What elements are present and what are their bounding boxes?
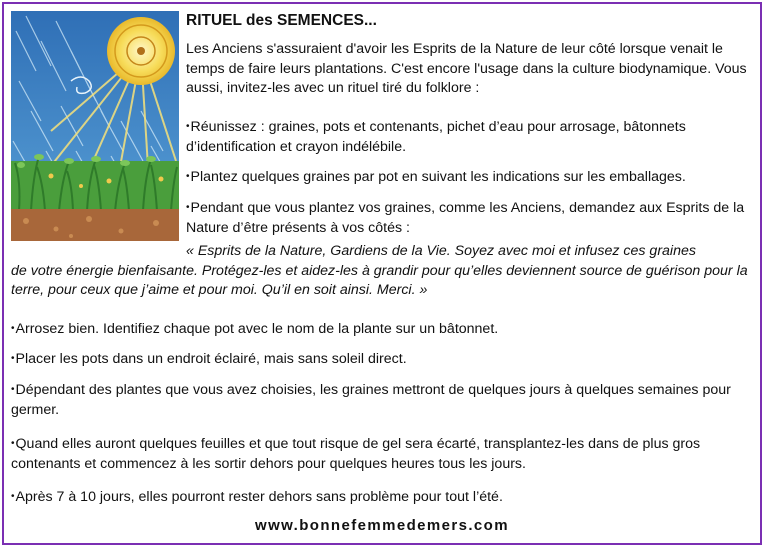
bullet-icon: • [186, 121, 190, 132]
list-item: •Quand elles auront quelques feuilles et que tout risque de gel sera écarté, transplantez-les dans de plus gros contenants et commencez à les sortir dehors pour quelques heures tous les jours. [11, 436, 701, 472]
page-title: RITUEL des SEMENCES... [186, 12, 377, 29]
bullet-icon: • [11, 353, 15, 364]
bullet-icon: • [186, 171, 190, 182]
list-item: •Plantez quelques graines par pot en suivant les indications sur les emballages. [186, 169, 686, 185]
list-item: •Réunissez : graines, pots et contenants, pichet d’eau pour arrosage, bâtonnets d’identification et crayon indélébile. [186, 119, 686, 155]
quote-rest: de votre énergie bienfaisante. Protégez-les et aidez-les à grandir pour qu’elles deviennent source de guérison pour la terre, pour ceux que j’aime et pour moi. Qu’il en soit ainsi. Merci. » [11, 262, 748, 298]
list-item: •Après 7 à 10 jours, elles pourront rester dehors sans problème pour tout l’été. [11, 489, 503, 505]
card-frame [2, 2, 762, 545]
intro-paragraph: Les Anciens s'assuraient d'avoir les Esprits de la Nature de leur côté lorsque venait le temps de faire leurs plantations. C'est encore l'usage dans la culture biodynamique. Vous aussi, invitez-les avec un rituel tiré du folklore : [186, 41, 747, 96]
bullet-icon: • [186, 202, 190, 213]
website-link[interactable]: www.bonnefemmedemers.com [255, 517, 509, 534]
sun-rain-seedlings-painting [11, 11, 179, 241]
list-item: •Pendant que vous plantez vos graines, comme les Anciens, demandez aux Esprits de la Nature d’être présents à vos côtés : [186, 200, 745, 236]
list-item: •Arrosez bien. Identifiez chaque pot avec le nom de la plante sur un bâtonnet. [11, 321, 499, 337]
bullet-icon: • [11, 491, 15, 502]
bullet-icon: • [11, 384, 15, 395]
bullet-icon: • [11, 323, 15, 334]
list-item: •Placer les pots dans un endroit éclairé, mais sans soleil direct. [11, 351, 407, 367]
ritual-quote [11, 242, 763, 301]
bullet-icon: • [11, 438, 15, 449]
quote-first-line: « Esprits de la Nature, Gardiens de la Vie. Soyez avec moi et infusez ces graines [186, 243, 696, 259]
list-item: •Dépendant des plantes que vous avez choisies, les graines mettront de quelques jours à quelques semaines pour germer. [11, 382, 731, 418]
